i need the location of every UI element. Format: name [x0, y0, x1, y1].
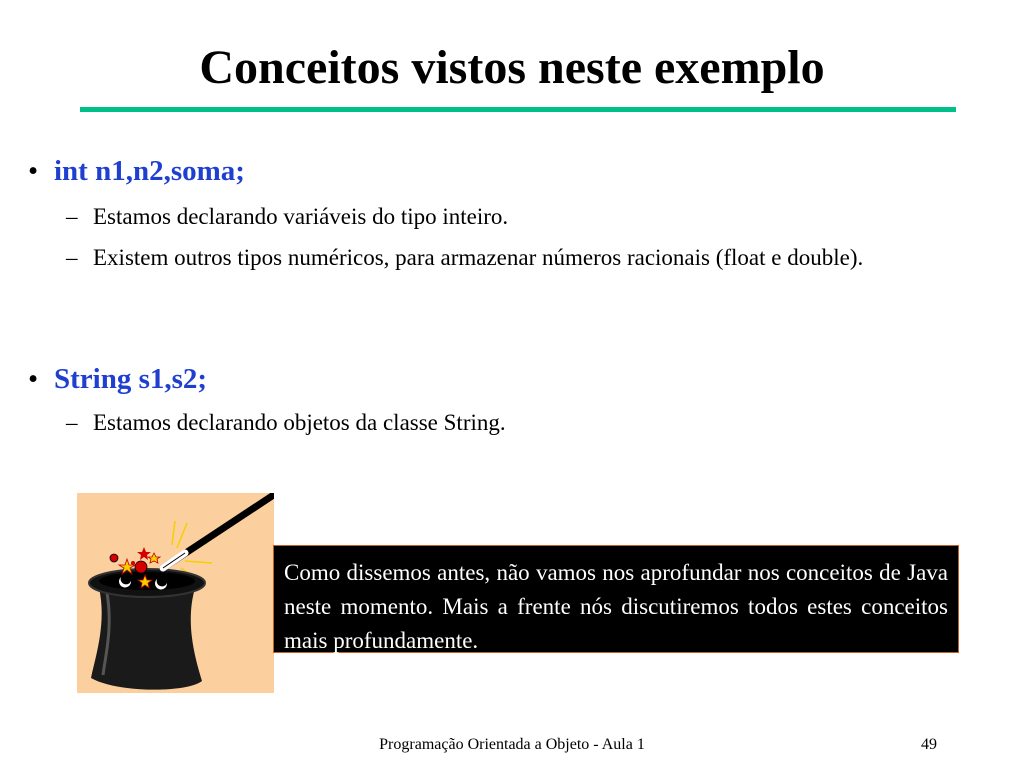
bullet-heading: int n1,n2,soma;	[54, 155, 245, 187]
sub-bullet-text: Existem outros tipos numéricos, para armazenar números racionais (float e double).	[93, 245, 864, 270]
sub-bullet-text: Estamos declarando objetos da classe String.	[93, 410, 506, 435]
footer-course-title: Programação Orientada a Objeto - Aula 1	[379, 736, 645, 753]
bullet-heading: String s1,s2;	[54, 363, 208, 395]
title-underline	[80, 107, 956, 112]
sub-bullet-dash: –	[66, 410, 78, 435]
sub-bullet	[66, 406, 988, 440]
sub-bullet	[66, 241, 988, 275]
sub-bullet	[66, 200, 988, 234]
magic-hat-illustration	[77, 493, 274, 693]
bullet-string-declaration	[28, 361, 207, 397]
sub-bullet-dash: –	[66, 245, 78, 270]
bullet-marker: •	[28, 363, 39, 395]
sub-bullet-text: Estamos declarando variáveis do tipo inteiro.	[93, 204, 509, 229]
sub-bullet-dash: –	[66, 204, 78, 229]
slide-title: Conceitos vistos neste exemplo	[199, 41, 825, 94]
bullet-int-declaration	[28, 153, 245, 189]
page-number: 49	[921, 736, 937, 753]
bullet-marker: •	[28, 155, 39, 187]
callout-box: Como dissemos antes, não vamos nos aprofundar nos conceitos de Java neste momento. Mais a frente nós discutiremos todos estes conceitos mais profundamente.	[273, 545, 959, 653]
magic-hat-icon	[77, 493, 274, 693]
